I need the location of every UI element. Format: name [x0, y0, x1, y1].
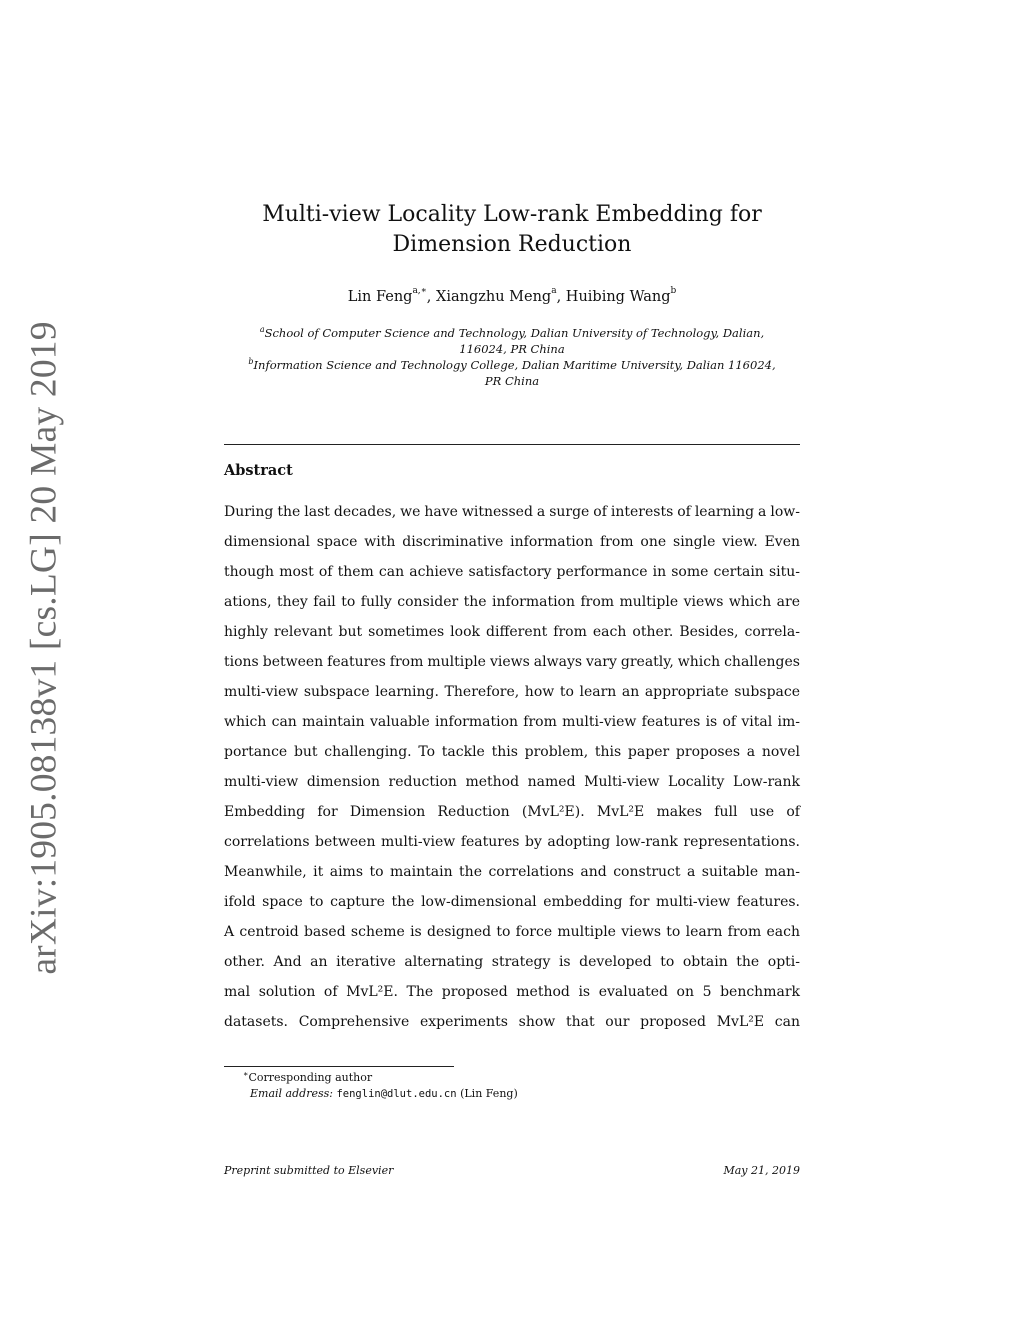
title-line-1: Multi-view Locality Low-rank Embedding for	[262, 202, 762, 227]
affiliation-mark: b	[248, 357, 254, 367]
email-label: Email address:	[250, 1087, 333, 1100]
abstract-line: though most of them can achieve satisfactory performance in some certain situ-	[224, 564, 800, 580]
affiliation-a-line-1: $^a$School of Computer Science and Technology, Dalian University of Technology, Dalian,	[259, 325, 765, 340]
email-address: fenglin@dlut.edu.cn	[336, 1088, 457, 1100]
footnote-mark: ∗	[243, 1069, 249, 1079]
abstract-line: correlations between multi-view features by adopting low-rank representations.	[224, 834, 800, 850]
footnote-email	[243, 1086, 518, 1102]
arxiv-identifier-text: arXiv:1905.08138v1 [cs.LG] 20 May 2019	[23, 321, 65, 975]
abstract-line: tions between features from multiple views always vary greatly, which challenges	[224, 654, 800, 670]
author-list: Lin Feng$^{a,∗}$, Xiangzhu Meng$^a$, Huibing Wang$^b$	[347, 286, 677, 305]
abstract-line: datasets. Comprehensive experiments show that our proposed MvL²E can	[224, 1014, 800, 1030]
abstract-line: A centroid based scheme is designed to force multiple views to learn from each	[224, 924, 800, 940]
abstract-line: other. And an iterative alternating strategy is developed to obtain the opti-	[224, 954, 800, 970]
email-owner: (Lin Feng)	[460, 1087, 518, 1100]
abstract-line: During the last decades, we have witnessed a surge of interests of learning a low-	[224, 504, 800, 520]
author-affiliation-mark: a,∗	[412, 286, 427, 297]
abstract-body	[224, 499, 800, 1039]
footnote-divider	[224, 1066, 454, 1067]
abstract-line: highly relevant but sometimes look different from each other. Besides, correla-	[224, 624, 800, 640]
footnote	[243, 1070, 518, 1102]
abstract-heading: Abstract	[224, 462, 293, 479]
abstract-line: ations, they fail to fully consider the information from multiple views which are	[224, 594, 800, 610]
preprint-date: May 21, 2019	[723, 1164, 800, 1177]
abstract-line: dimensional space with discriminative information from one single view. Even	[224, 534, 800, 550]
abstract-line: multi-view dimension reduction method named Multi-view Locality Low-rank	[224, 774, 800, 790]
abstract-line: Meanwhile, it aims to maintain the correlations and construct a suitable man-	[224, 864, 800, 880]
author-name: Lin Feng	[347, 289, 413, 305]
author-affiliation-mark: b	[670, 286, 677, 297]
abstract-line: multi-view subspace learning. Therefore, how to learn an appropriate subspace	[224, 684, 800, 700]
affiliation-mark: a	[259, 325, 265, 335]
author-affiliation-mark: a	[551, 286, 557, 297]
affiliation-a-line-2: 116024, PR China	[459, 342, 565, 356]
abstract-line: Embedding for Dimension Reduction (MvL²E). MvL²E makes full use of	[224, 804, 800, 820]
preprint-notice: Preprint submitted to Elsevier	[224, 1164, 394, 1177]
affiliation-b-line-1: $^b$Information Science and Technology College, Dalian Maritime University, Dalian 116024,	[248, 357, 776, 372]
abstract-line: ifold space to capture the low-dimensional embedding for multi-view features.	[224, 894, 800, 910]
abstract-line: portance but challenging. To tackle this problem, this paper proposes a novel	[224, 744, 800, 760]
affiliation-b-line-2: PR China	[484, 374, 540, 388]
footnote-corresponding: ∗Corresponding author	[243, 1069, 373, 1084]
affiliations	[224, 325, 800, 389]
author-name: Huibing Wang	[565, 289, 671, 305]
title-line-2: Dimension Reduction	[392, 232, 632, 257]
abstract-line: mal solution of MvL²E. The proposed method is evaluated on 5 benchmark	[224, 984, 800, 1000]
abstract-line: which can maintain valuable information from multi-view features is of vital im-	[224, 714, 800, 730]
header-divider	[224, 444, 800, 445]
author-name: Xiangzhu Meng	[436, 289, 552, 305]
paper-title	[224, 200, 800, 260]
